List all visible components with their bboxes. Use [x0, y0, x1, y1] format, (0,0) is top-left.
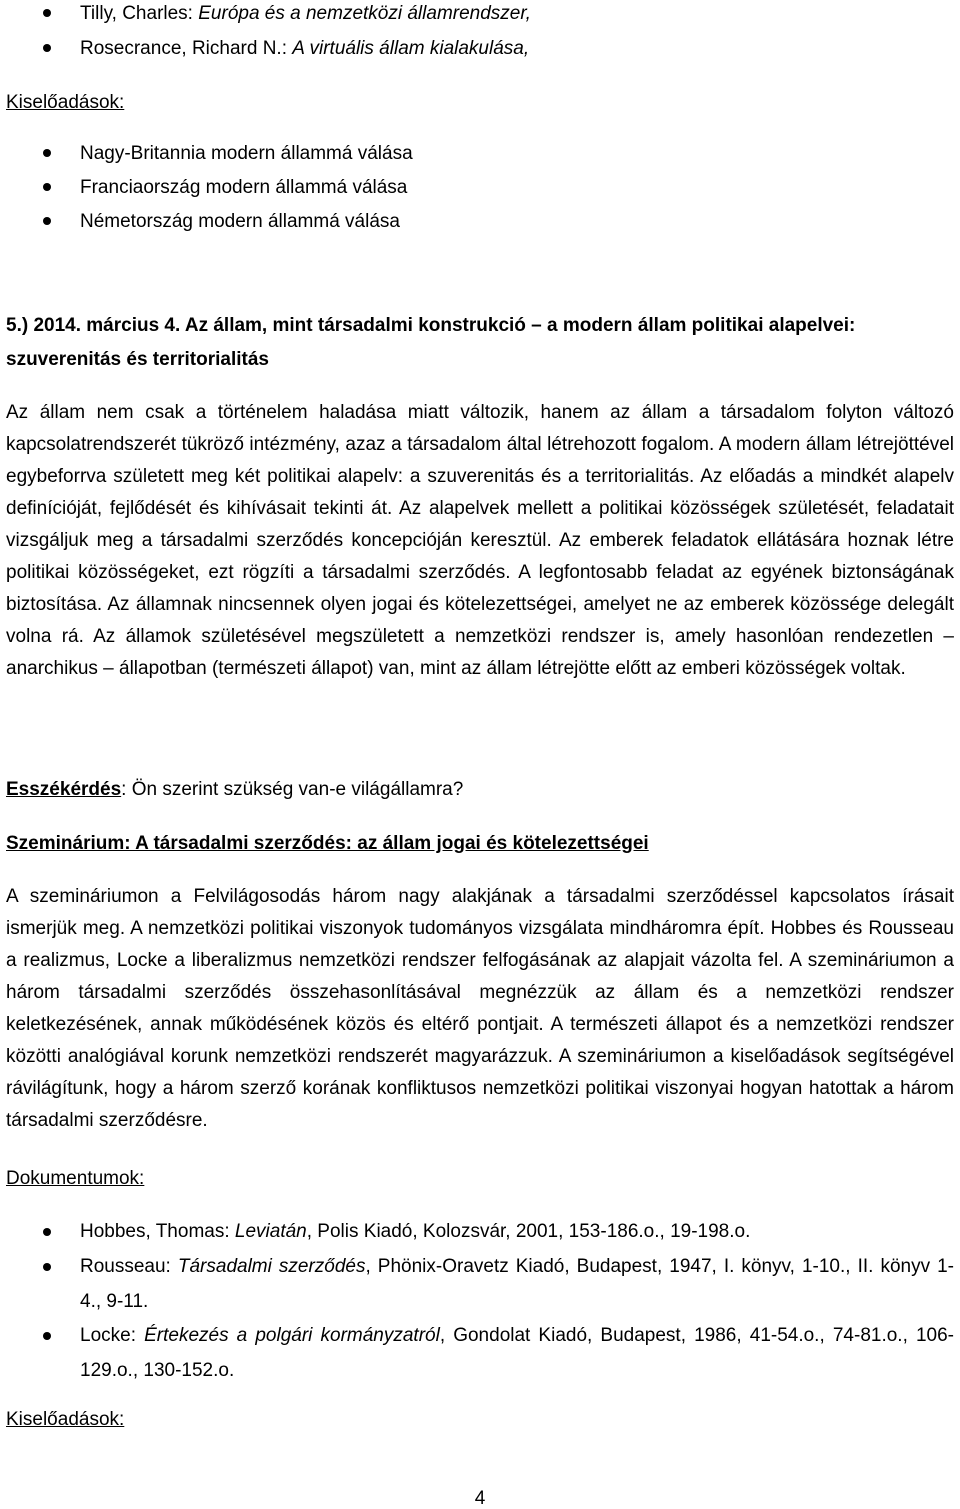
reading-item: Rosecrance, Richard N.: A virtuális állam kialakulása,: [80, 38, 530, 59]
section-label-dokumentumok: Dokumentumok:: [6, 1168, 145, 1189]
seminar-paragraph: A szemináriumon a Felvilágosodás három nagy alakjának a társadalmi szerződéssel kapcsolatos írásait ismerjük meg. A nemzetközi politikai viszonyok tudományos vizsgálata mindháromra épít. Hobbes és Rousseau a realizmus, Locke a liberalizmus nemzetközi rendszer felfogásának az alapjait vázolta fel. A szemináriumon a három társadalmi szerződés összehasonlításával megnézzük az állam és a nemzetközi rendszer keletkezésének, annak működésének közös és eltérő pontjait. A természeti állapot és a nemzetközi rendszer közötti analógiával korunk nemzetközi rendszerét magyarázzuk. A szemináriumon a kiselőadások segítségével rávilágítunk, hogy a három szerző korának konfliktusos nemzetközi politikai viszonyai hogyan hatottak a három társadalmi szerződésre.: [6, 886, 954, 1131]
section-label-kiseloadasok: Kiselőadások:: [6, 92, 125, 113]
list-item: Nagy-Britannia modern állammá válása: [80, 143, 413, 164]
list-item: Németország modern állammá válása: [80, 211, 400, 232]
document-item: Rousseau: Társadalmi szerződés, Phönix-Oravetz Kiadó, Budapest, 1947, I. könyv, 1-10., II. könyv 1-4., 9-11.: [80, 1256, 954, 1312]
lecture-heading-cont: szuverenitás és territorialitás: [6, 349, 269, 370]
bullet-icon: [43, 217, 51, 225]
bullet-icon: [43, 44, 51, 52]
lecture-heading: 5.) 2014. március 4. Az állam, mint társadalmi konstrukció – a modern állam politikai alapelvei:: [6, 315, 856, 336]
document-item: Locke: Értekezés a polgári kormányzatról, Gondolat Kiadó, Budapest, 1986, 41-54.o., 74-81.o., 106-129.o., 130-152.o.: [80, 1325, 954, 1381]
bullet-icon: [43, 1263, 51, 1271]
seminar-heading: Szeminárium: A társadalmi szerződés: az állam jogai és kötelezettségei: [6, 833, 649, 854]
bullet-icon: [43, 183, 51, 191]
page-number: 4: [474, 1488, 486, 1509]
list-item: Franciaország modern állammá válása: [80, 177, 408, 198]
bullet-icon: [43, 9, 51, 17]
essay-question: Esszékérdés: Ön szerint szükség van-e világállamra?: [6, 779, 464, 800]
lecture-paragraph: Az állam nem csak a történelem haladása miatt változik, hanem az állam a társadalom folyton változó kapcsolatrendszerét tükröző intézmény, azaz a társadalom által létrehozott fogalom. A modern állam létrejöttével egybeforrva született meg két politikai alapelv: a szuverenitás és a territorialitás. Az előadás a mindkét alapelv definícióját, fejlődését és kihívásait tekinti át. Az alapelvek mellett a politikai közösségek születését, feladatait vizsgáljuk meg a társadalmi szerződés koncepcióján keresztül. Az emberek feladatok ellátására hoznak létre politikai közösségeket, ezt rögzíti a társadalmi szerződés. A legfontosabb feladat az egyének biztonságának biztosítása. Az államnak nincsennek olyen jogai és kötelezettségei, amelyet ne az emberek közössége delegált volna rá. Az államok születésével megszületett a nemzetközi rendszer is, amely hasonlóan rendezetlen – anarchikus – állapotban (természeti állapot) van, mint az állam létrejötte előtt az emberi közösségek voltak.: [6, 402, 954, 679]
bullet-icon: [43, 1228, 51, 1236]
reading-item: Tilly, Charles: Európa és a nemzetközi államrendszer,: [80, 3, 531, 24]
bullet-icon: [43, 1332, 51, 1340]
document-item: Hobbes, Thomas: Leviatán, Polis Kiadó, Kolozsvár, 2001, 153-186.o., 19-198.o.: [80, 1221, 751, 1242]
bullet-icon: [43, 149, 51, 157]
section-label-kiseloadasok: Kiselőadások:: [6, 1409, 125, 1430]
